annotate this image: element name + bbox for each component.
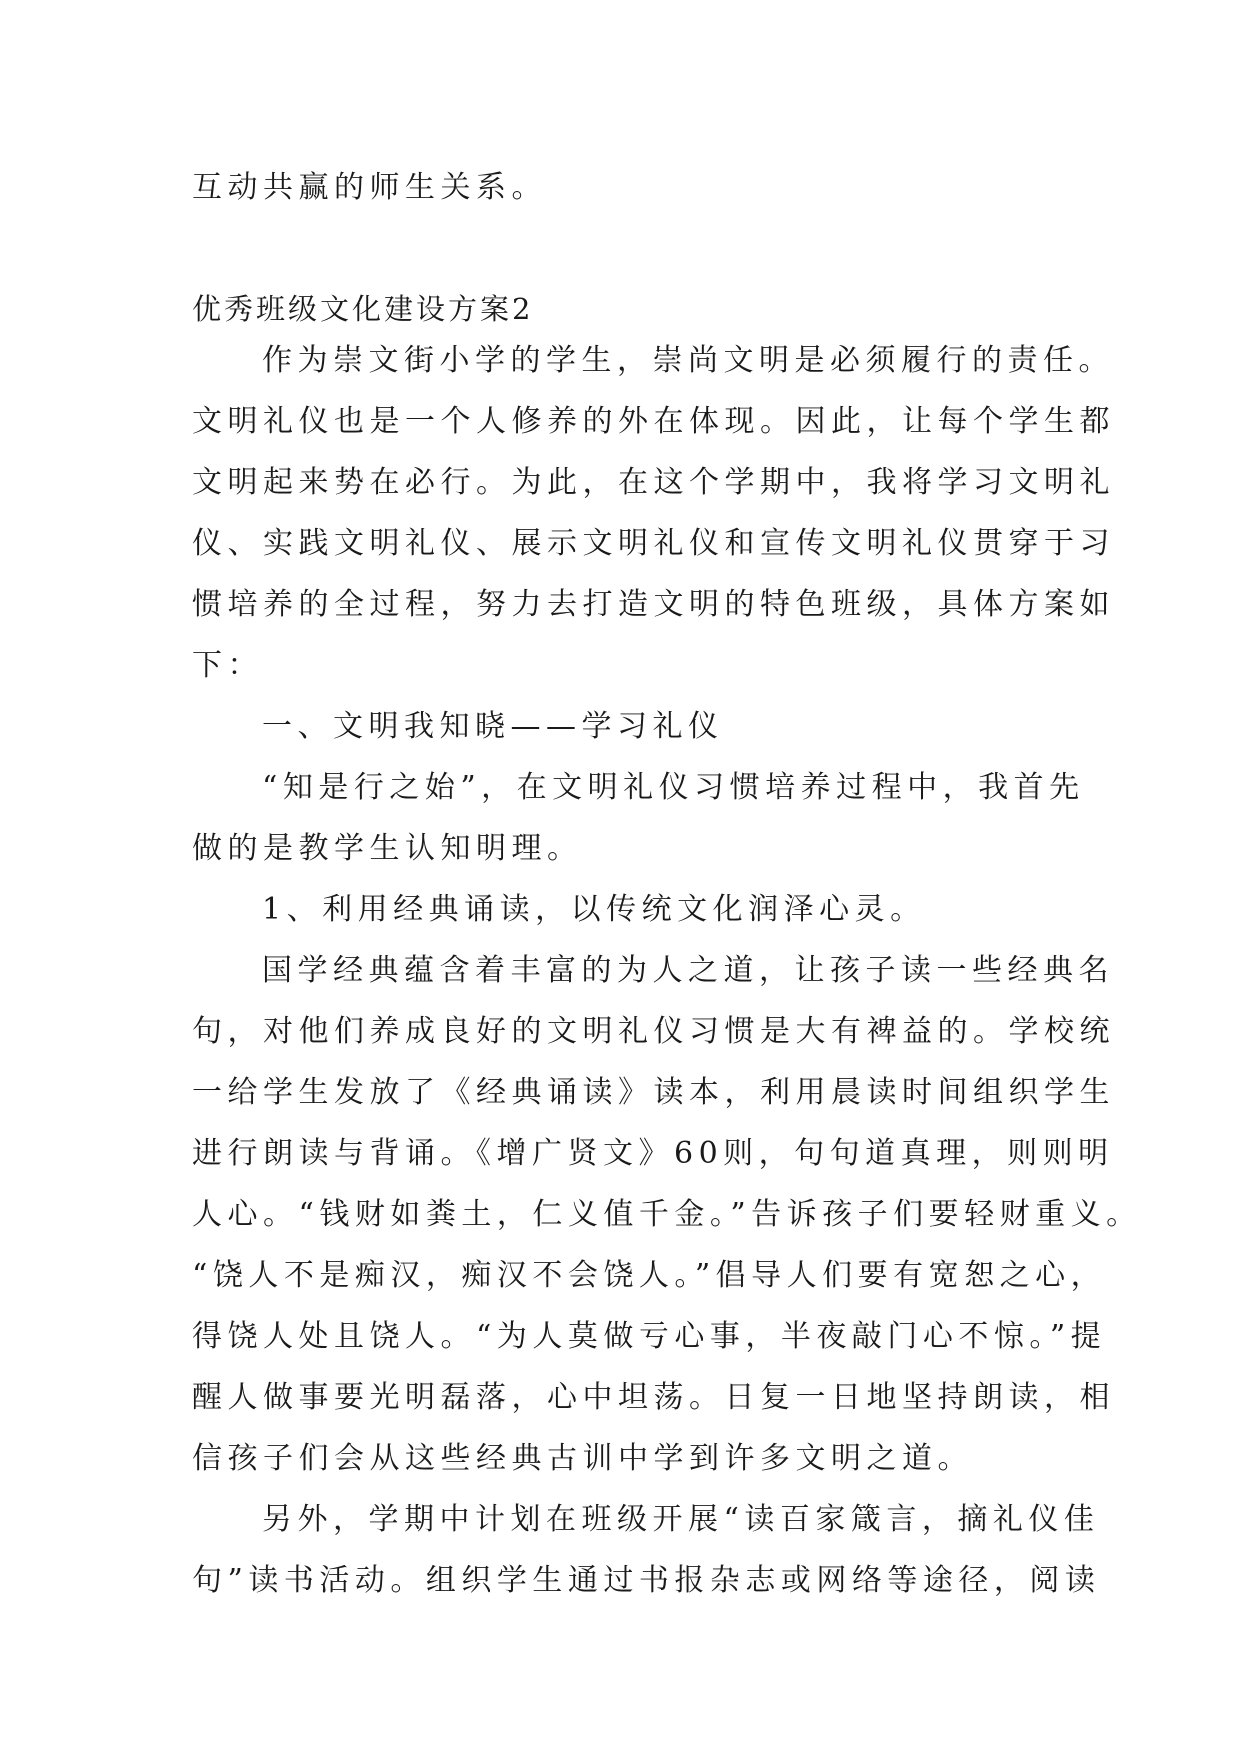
previous-section-closing [192, 157, 1052, 218]
paragraph-line: 另外，学期中计划在班级开展“读百家箴言，摘礼仪佳 [262, 1502, 1100, 1537]
paragraph-line: “饶人不是痴汉，痴汉不会饶人。”倡导人们要有宽恕之心， [192, 1258, 1107, 1293]
body-text [192, 330, 1142, 1611]
paragraph-line: 醒人做事要光明磊落，心中坦荡。日复一日地坚持朗读，相 [192, 1380, 1115, 1415]
paragraph-line: 人心。“钱财如粪土，仁义值千金。”告诉孩子们要轻财重义。 [192, 1197, 1142, 1232]
paragraph-line: 作为崇文街小学的学生，崇尚文明是必须履行的责任。 [262, 343, 1114, 378]
paragraph-line: 句，对他们养成良好的文明礼仪习惯是大有裨益的。学校统 [192, 1014, 1115, 1049]
paragraph-line: 惯培养的全过程，努力去打造文明的特色班级，具体方案如 [192, 587, 1115, 622]
paragraph-line: 一给学生发放了《经典诵读》读本，利用晨读时间组织学生 [192, 1075, 1115, 1110]
paragraph-line: “知是行之始”，在文明礼仪习惯培养过程中，我首先 [262, 770, 1085, 805]
paragraph-line: 得饶人处且饶人。“为人莫做亏心事，半夜敲门心不惊。”提 [192, 1319, 1107, 1354]
paragraph-line: 仪、实践文明礼仪、展示文明礼仪和宣传文明礼仪贯穿于习 [192, 526, 1115, 561]
paragraph-line: 做的是教学生认知明理。 [192, 831, 583, 866]
paragraph-line: 国学经典蕴含着丰富的为人之道，让孩子读一些经典名 [262, 953, 1114, 988]
paragraph-line: 句”读书活动。组织学生通过书报杂志或网络等途径，阅读 [192, 1563, 1101, 1598]
paragraph-line: 进行朗读与背诵。《增广贤文》60则，句句道真理，则则明 [192, 1136, 1114, 1171]
closing-line: 互动共赢的师生关系。 [192, 170, 547, 205]
paragraph-line: 信孩子们会从这些经典古训中学到许多文明之道。 [192, 1441, 973, 1476]
paragraph-line: 文明礼仪也是一个人修养的外在体现。因此，让每个学生都 [192, 404, 1115, 439]
paragraph-line: 文明起来势在必行。为此，在这个学期中，我将学习文明礼 [192, 465, 1115, 500]
subheading-line: 一、文明我知晓——学习礼仪 [262, 709, 724, 744]
paragraph-line: 下： [192, 648, 263, 683]
list-item-line: 1、利用经典诵读，以传统文化润泽心灵。 [262, 892, 926, 927]
section-title: 优秀班级文化建设方案2 [192, 292, 534, 326]
